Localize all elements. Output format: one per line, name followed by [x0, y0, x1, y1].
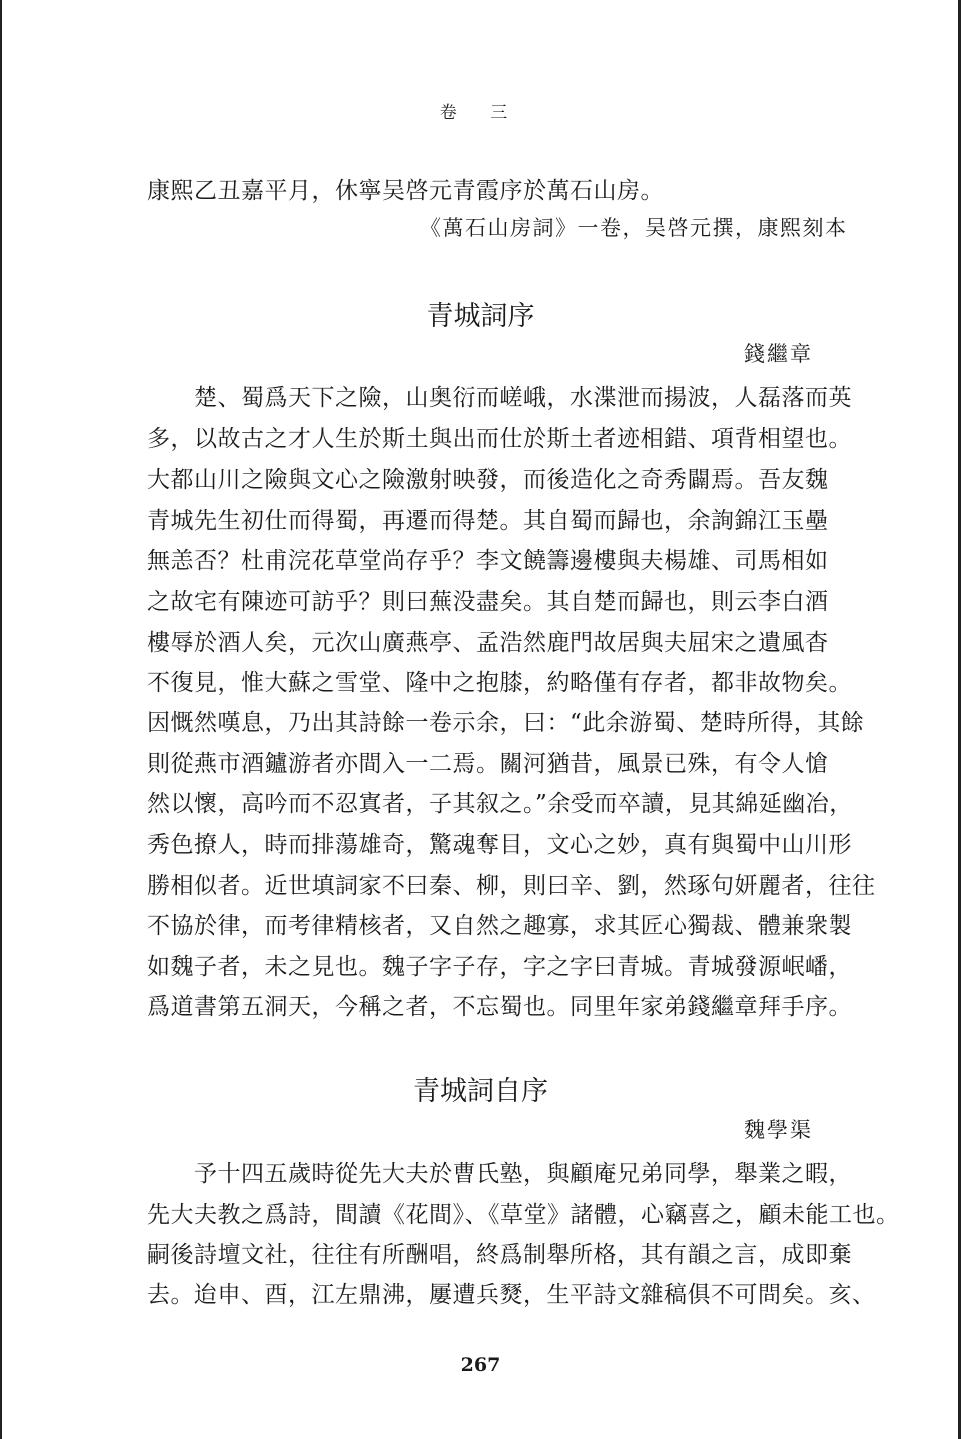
text-line: 則從燕市酒鑪游者亦間入一二焉。關河猶昔，風景已殊，有令人愴	[147, 751, 829, 777]
text-line: 勝相似者。近世填詞家不曰秦、柳，則曰辛、劉，然琢句妍麗者，往往	[147, 873, 876, 899]
text-line: 多，以故古之才人生於斯土與出而仕於斯土者迹相錯、項背相望也。	[147, 426, 852, 452]
section-title-qingcheng-self-preface: 青城詞自序	[413, 1076, 548, 1107]
author-qian-jizhang: 錢繼章	[744, 342, 813, 366]
text-line: 如魏子者，未之見也。魏子字子存，字之字曰青城。青城發源岷嶓，	[147, 954, 852, 980]
running-head: 卷 三	[439, 103, 522, 123]
author-wei-xuequ: 魏學渠	[744, 1118, 813, 1142]
text-line: 之故宅有陳迹可訪乎？則曰蕪没盡矣。其自楚而歸也，則云李白酒	[147, 589, 829, 615]
text-line: 然以懷，高吟而不忍寘者，子其叙之。”余受而卒讀，見其綿延幽冶，	[147, 791, 853, 817]
text-line: 青城先生初仕而得蜀，再遷而得楚。其自蜀而歸也，余詢錦江玉壘	[147, 508, 829, 534]
page-number: 267	[460, 1354, 501, 1376]
text-line: 無恙否？杜甫浣花草堂尚存乎？李文饒籌邊樓與夫楊雄、司馬相如	[147, 548, 829, 574]
text-line: 先大夫教之爲詩，間讀《花間》、《草堂》諸體，心竊喜之，顧未能工也。	[147, 1202, 900, 1228]
text-line: 樓辱於酒人矣，元次山廣燕亭、孟浩然鹿門故居與夫屈宋之遺風杳	[147, 630, 829, 656]
text-line: 秀色撩人，時而排蕩雄奇，驚魂奪目，文心之妙，真有與蜀中山川形	[147, 832, 852, 858]
section-title-qingcheng-preface: 青城詞序	[426, 301, 535, 332]
source-note: 《萬石山房詞》一卷，吴啓元撰，康熙刻本	[420, 216, 848, 240]
text-line: 嗣後詩壇文社，往往有所酬唱，終爲制舉所格，其有韻之言，成即棄	[147, 1242, 852, 1268]
colophon-line: 康熙乙丑嘉平月，休寧吴啓元青霞序於萬石山房。	[147, 178, 664, 204]
text-line: 楚、蜀爲天下之險，山奥衍而嵯峨，水渫泄而揚波，人磊落而英	[147, 385, 852, 411]
text-line: 大都山川之險與文心之險激射映發，而後造化之奇秀闢焉。吾友魏	[147, 467, 829, 493]
page-border-left	[0, 0, 2, 1439]
text-line: 不協於律，而考律精核者，又自然之趣寡，求其匠心獨裁、體兼衆製	[147, 913, 852, 939]
text-line: 不復見，惟大蘇之雪堂、隆中之抱膝，約略僅有存者，都非故物矣。	[147, 670, 852, 696]
text-line: 去。迨申、酉，江左鼎沸，屢遭兵燹，生平詩文雜稿俱不可問矣。亥、	[147, 1282, 876, 1308]
text-line: 因慨然嘆息，乃出其詩餘一卷示余，曰：“此余游蜀、楚時所得，其餘	[147, 710, 865, 736]
text-line: 予十四五歲時從先大夫於曹氏塾，與顧庵兄弟同學，舉業之暇，	[147, 1161, 852, 1187]
text-line: 爲道書第五洞天，今稱之者，不忘蜀也。同里年家弟錢繼章拜手序。	[147, 994, 852, 1020]
